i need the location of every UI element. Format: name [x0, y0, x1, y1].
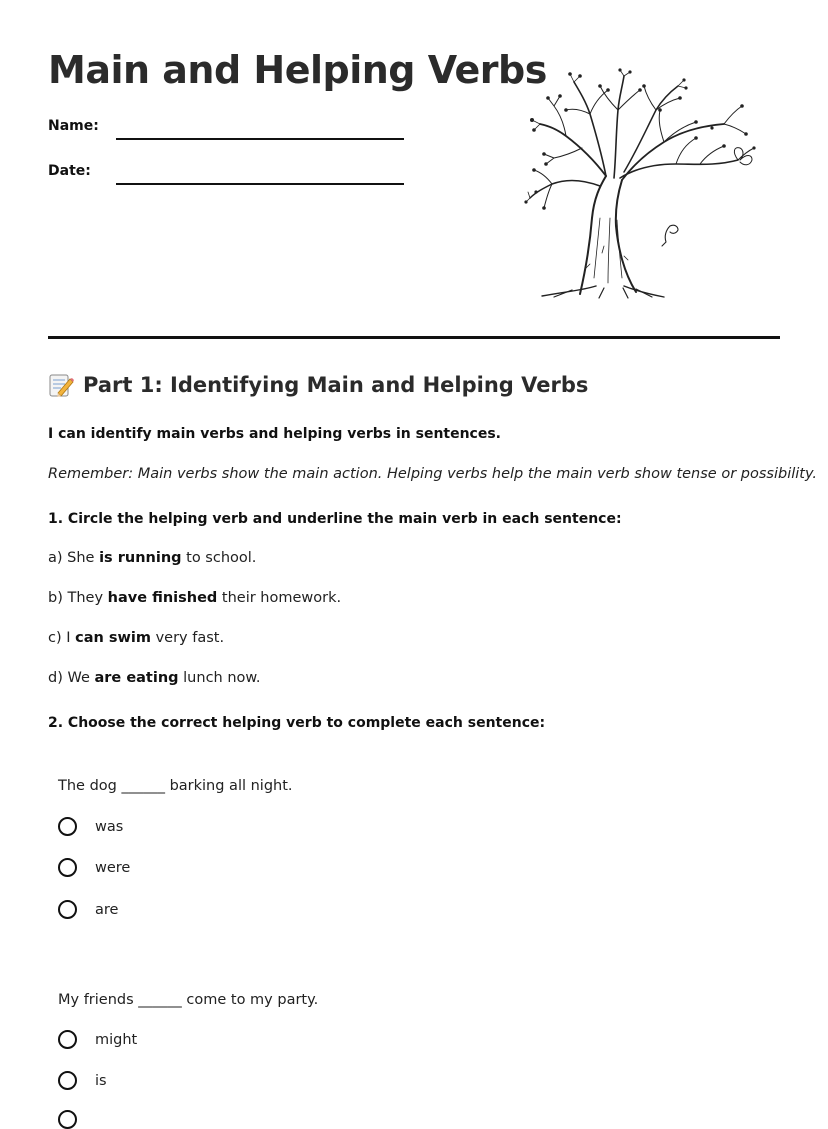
option-might[interactable]: might: [58, 1030, 137, 1049]
sentence-a: a) She is running to school.: [48, 550, 257, 566]
verb-phrase[interactable]: can swim: [75, 630, 151, 646]
radio-button[interactable]: [58, 1071, 77, 1090]
name-line[interactable]: [116, 138, 404, 140]
learning-objective: I can identify main verbs and helping verbs in sentences.: [48, 426, 502, 442]
date-line[interactable]: [116, 183, 404, 185]
date-label: Date:: [48, 163, 91, 179]
option-was[interactable]: was: [58, 817, 123, 836]
option-were[interactable]: were: [58, 858, 130, 877]
section-divider: [48, 336, 780, 339]
option-are[interactable]: are: [58, 900, 118, 919]
verb-phrase[interactable]: are eating: [94, 670, 179, 686]
radio-button[interactable]: [58, 900, 77, 919]
sentence-d: d) We are eating lunch now.: [48, 670, 261, 686]
tree-illustration: [524, 68, 760, 306]
radio-button[interactable]: [58, 817, 77, 836]
verb-phrase[interactable]: have finished: [107, 590, 218, 606]
question-2a-stem: The dog ______ barking all night.: [58, 778, 293, 794]
sentence-b: b) They have finished their homework.: [48, 590, 342, 606]
radio-button[interactable]: [58, 1110, 77, 1129]
option-is[interactable]: is: [58, 1071, 107, 1090]
part1-heading: [48, 372, 588, 398]
radio-button[interactable]: [58, 858, 77, 877]
question-2-instruction: 2. Choose the correct helping verb to complete each sentence:: [48, 715, 546, 731]
sentence-c: c) I can swim very fast.: [48, 630, 225, 646]
question-2b-stem: My friends ______ come to my party.: [58, 992, 319, 1008]
name-label: Name:: [48, 118, 99, 134]
part1-heading-text: Part 1: Identifying Main and Helping Verbs: [83, 373, 589, 397]
option-third[interactable]: [58, 1110, 95, 1129]
radio-button[interactable]: [58, 1030, 77, 1049]
question-1-instruction: 1. Circle the helping verb and underline the main verb in each sentence:: [48, 511, 622, 527]
remember-note: Remember: Main verbs show the main action. Helping verbs help the main verb show tense or possibility.: [48, 466, 818, 482]
verb-phrase[interactable]: is running: [99, 550, 182, 566]
worksheet-title: Main and Helping Verbs: [48, 48, 547, 92]
memo-pencil-icon: [48, 372, 74, 398]
